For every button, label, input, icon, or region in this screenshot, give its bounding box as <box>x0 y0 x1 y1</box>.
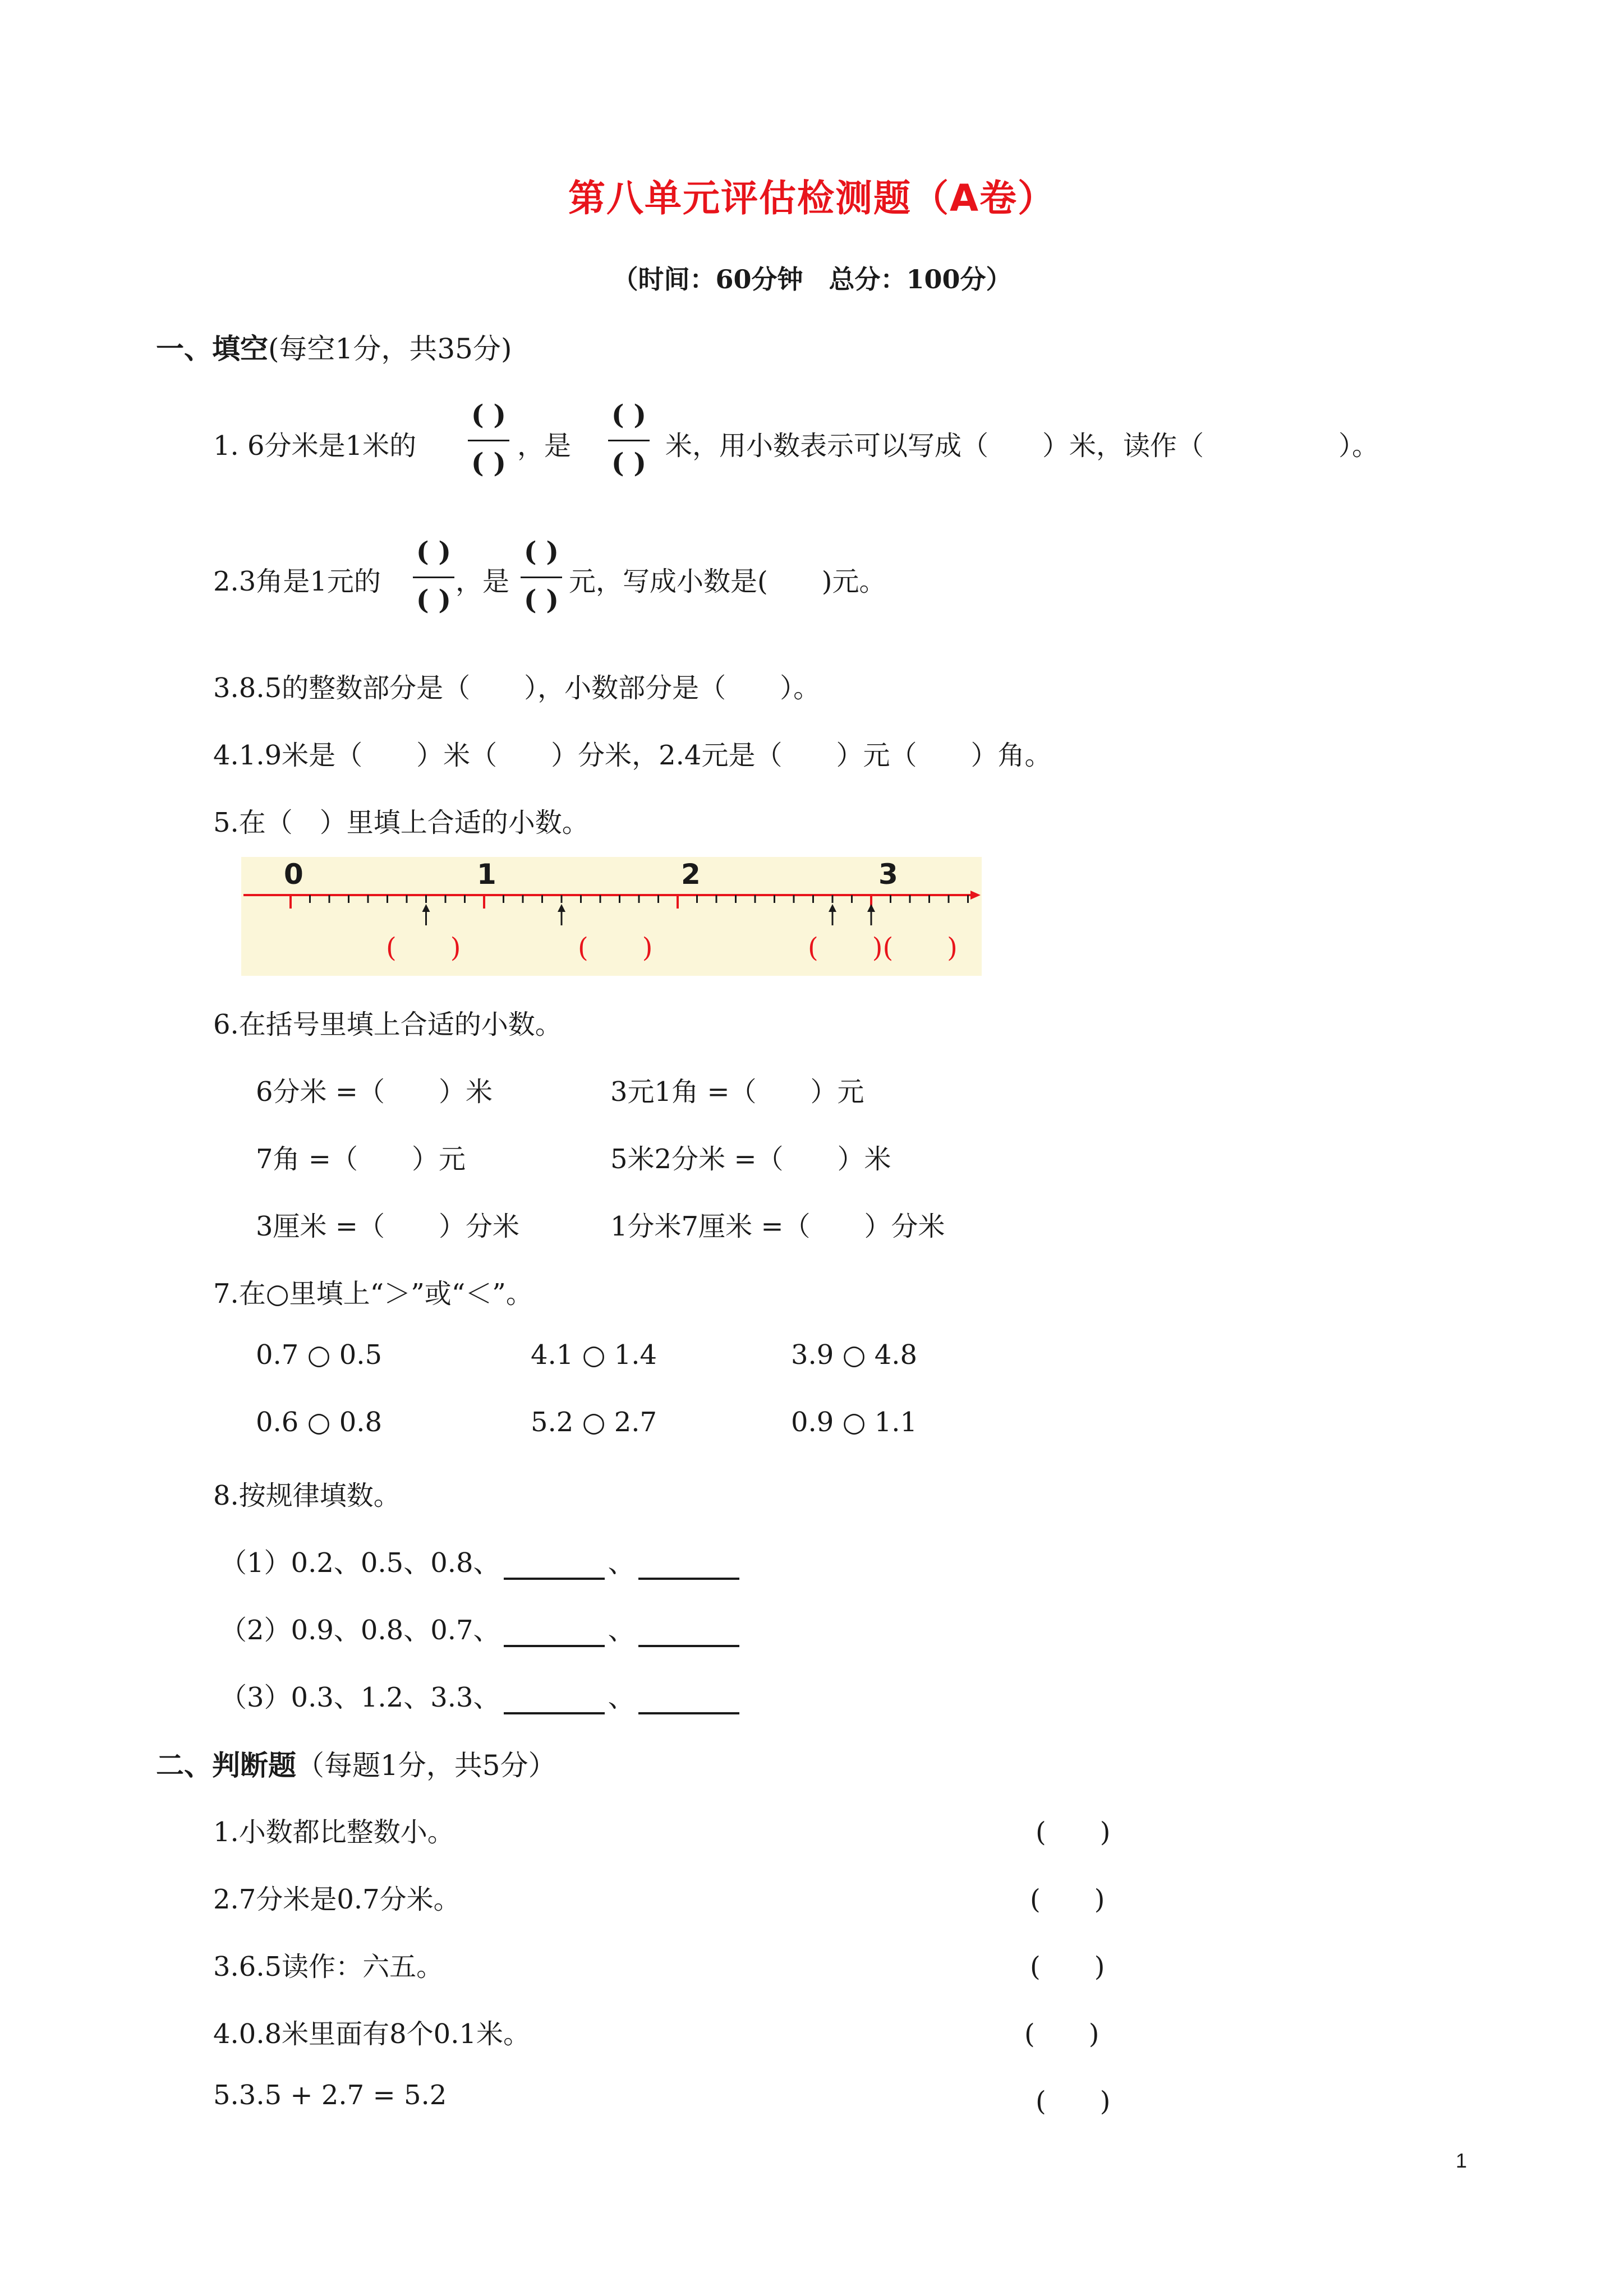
question-2-part-a: 2.3角是1元的 <box>213 566 381 597</box>
judge-item-5: 5.3.5 + 2.7 = 5.2 <box>213 2080 447 2111</box>
fraction-denominator: ( ) <box>416 584 452 616</box>
number-line-blank-2: ( ) <box>578 932 653 963</box>
section-2-heading <box>156 1743 556 1783</box>
judge-answer-5[interactable]: ( ) <box>1036 2086 1111 2117</box>
answer-blank[interactable] <box>638 1685 739 1714</box>
question-3: 3.8.5的整数部分是（ ），小数部分是（ ）。 <box>213 672 821 704</box>
number-line-label-2: 2 <box>681 858 701 891</box>
question-6-row-1-left: 6分米 =（ ）米 <box>256 1076 493 1108</box>
judge-answer-2[interactable]: ( ) <box>1030 1884 1105 1915</box>
question-6-row-2-left: 7角 =（ ）元 <box>256 1144 466 1175</box>
question-8-row-1 <box>220 1541 743 1580</box>
section-2-label: 二、判断题 <box>156 1749 296 1782</box>
number-line-pointer-arrowhead <box>867 904 875 912</box>
sequence-3: （3）0.3、1.2、3.3、 <box>220 1682 500 1713</box>
separator: 、 <box>608 1547 635 1579</box>
question-2-part-c: 元，写成小数是( )元。 <box>569 566 886 597</box>
answer-blank[interactable] <box>504 1551 605 1580</box>
section-1-note: (每空1分，共35分) <box>268 333 512 365</box>
number-line-pointer-arrowhead <box>558 904 565 912</box>
page-number: 1 <box>1456 2149 1467 2172</box>
question-6-row-1-right: 3元1角 =（ ）元 <box>610 1076 864 1108</box>
separator: 、 <box>608 1615 635 1646</box>
number-line-figure <box>241 857 982 976</box>
question-7-row-2-col-2: 5.2 ○ 2.7 <box>531 1407 657 1438</box>
question-8-row-2 <box>220 1608 743 1647</box>
question-6-row-3-right: 1分米7厘米 =（ ）分米 <box>610 1211 945 1242</box>
section-1-heading <box>156 326 512 367</box>
question-6-row-2-right: 5米2分米 =（ ）米 <box>610 1144 891 1175</box>
sequence-2: （2）0.9、0.8、0.7、 <box>220 1615 500 1646</box>
fraction-numerator: ( ) <box>471 399 507 431</box>
answer-blank[interactable] <box>638 1551 739 1580</box>
answer-blank[interactable] <box>638 1618 739 1647</box>
question-7-row-2-col-1: 0.6 ○ 0.8 <box>256 1407 383 1438</box>
number-line-svg <box>241 857 982 976</box>
answer-blank[interactable] <box>504 1685 605 1714</box>
question-5: 5.在（ ）里填上合适的小数。 <box>213 807 589 838</box>
sequence-1: （1）0.2、0.5、0.8、 <box>220 1547 500 1579</box>
question-2-part-b: ，是 <box>456 566 510 597</box>
number-line-label-0: 0 <box>284 858 303 891</box>
page-subtitle: （时间：60分钟 总分：100分） <box>612 264 1012 294</box>
number-line-blank-3: ( )( ) <box>808 932 958 963</box>
answer-blank[interactable] <box>504 1618 605 1647</box>
judge-answer-4[interactable]: ( ) <box>1024 2018 1099 2050</box>
question-7-row-1-col-3: 3.9 ○ 4.8 <box>791 1339 918 1371</box>
number-line-blank-1: ( ) <box>386 932 461 963</box>
judge-item-4: 4.0.8米里面有8个0.1米。 <box>213 2018 531 2050</box>
question-6-title: 6.在括号里填上合适的小数。 <box>213 1009 562 1040</box>
question-1-part-b: ，是 <box>517 430 572 462</box>
fraction-bar <box>608 440 650 441</box>
judge-answer-3[interactable]: ( ) <box>1030 1951 1105 1983</box>
judge-answer-1[interactable]: ( ) <box>1036 1816 1111 1848</box>
question-1-part-c: 米，用小数表示可以写成（ ）米，读作（ ）。 <box>665 430 1379 462</box>
number-line-pointer-arrowhead <box>422 904 430 912</box>
number-line-label-1: 1 <box>477 858 496 891</box>
page-title: 第八单元评估检测题（A卷） <box>568 177 1056 220</box>
judge-item-3: 3.6.5读作：六五。 <box>213 1951 444 1983</box>
fraction-denominator: ( ) <box>611 448 647 479</box>
question-4: 4.1.9米是（ ）米（ ）分米，2.4元是（ ）元（ ）角。 <box>213 740 1052 771</box>
question-8-title: 8.按规律填数。 <box>213 1480 401 1511</box>
number-line-label-3: 3 <box>878 858 898 891</box>
fraction-numerator: ( ) <box>416 536 452 568</box>
question-7-row-1-col-2: 4.1 ○ 1.4 <box>531 1339 657 1371</box>
section-2-note: （每题1分，共5分） <box>296 1749 556 1782</box>
fraction-denominator: ( ) <box>523 584 559 616</box>
question-7-title: 7.在○里填上“＞”或“＜”。 <box>213 1278 533 1310</box>
question-1-part-a: 1. 6分米是1米的 <box>213 430 417 462</box>
fraction-bar <box>468 440 509 441</box>
question-7-row-2-col-3: 0.9 ○ 1.1 <box>791 1407 918 1438</box>
number-line-arrowhead <box>970 891 981 900</box>
judge-item-2: 2.7分米是0.7分米。 <box>213 1884 461 1915</box>
question-8-row-3 <box>220 1676 743 1714</box>
fraction-numerator: ( ) <box>523 536 559 568</box>
fraction-bar <box>413 577 454 578</box>
number-line-arrows <box>422 904 876 925</box>
fraction-bar <box>521 577 562 578</box>
question-7-row-1-col-1: 0.7 ○ 0.5 <box>256 1339 383 1371</box>
separator: 、 <box>608 1682 635 1713</box>
fraction-numerator: ( ) <box>611 399 647 431</box>
judge-item-1: 1.小数都比整数小。 <box>213 1816 454 1848</box>
number-line-ticks <box>291 895 968 909</box>
fraction-denominator: ( ) <box>471 448 507 479</box>
question-6-row-3-left: 3厘米 =（ ）分米 <box>256 1211 520 1242</box>
section-1-label: 一、填空 <box>156 332 268 365</box>
number-line-pointer-arrowhead <box>829 904 836 912</box>
